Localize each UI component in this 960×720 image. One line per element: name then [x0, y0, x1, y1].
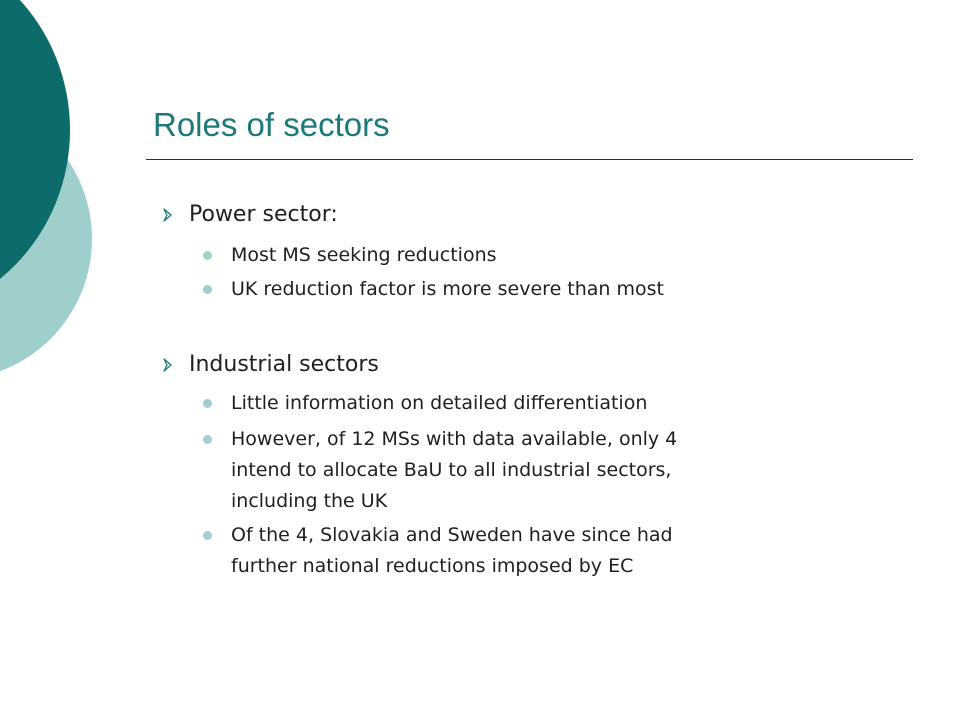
section-heading: Industrial sectors: [189, 352, 379, 377]
list-item-text-line: Of the 4, Slovakia and Sweden have since had: [231, 524, 673, 546]
list-item-text-line: However, of 12 MSs with data available, only 4: [231, 428, 678, 450]
teal-dot-icon: [203, 435, 212, 444]
slide-title: Roles of sectors: [153, 106, 390, 143]
list-item-text-line: intend to allocate BaU to all industrial sectors,: [231, 459, 672, 481]
list-item-text-line: further national reductions imposed by EC: [231, 555, 634, 577]
list-item-text-line: including the UK: [231, 490, 388, 512]
list-item-text: Little information on detailed differentiation: [231, 392, 648, 414]
list-item: [203, 274, 843, 305]
hollow-diamond-arrow-icon: [161, 358, 175, 372]
list-item: [203, 520, 843, 582]
list-item: [203, 424, 843, 517]
hollow-diamond-arrow-icon: [161, 208, 175, 222]
title-divider: [146, 159, 913, 160]
teal-dot-icon: [203, 531, 212, 540]
list-item: [203, 388, 843, 419]
list-item-text: Most MS seeking reductions: [231, 244, 497, 266]
teal-dot-icon: [203, 399, 212, 408]
teal-dot-icon: [203, 251, 212, 260]
teal-dot-icon: [203, 285, 212, 294]
section-heading: Power sector:: [189, 202, 338, 227]
list-item: [203, 240, 843, 271]
list-item-text: UK reduction factor is more severe than most: [231, 278, 664, 300]
